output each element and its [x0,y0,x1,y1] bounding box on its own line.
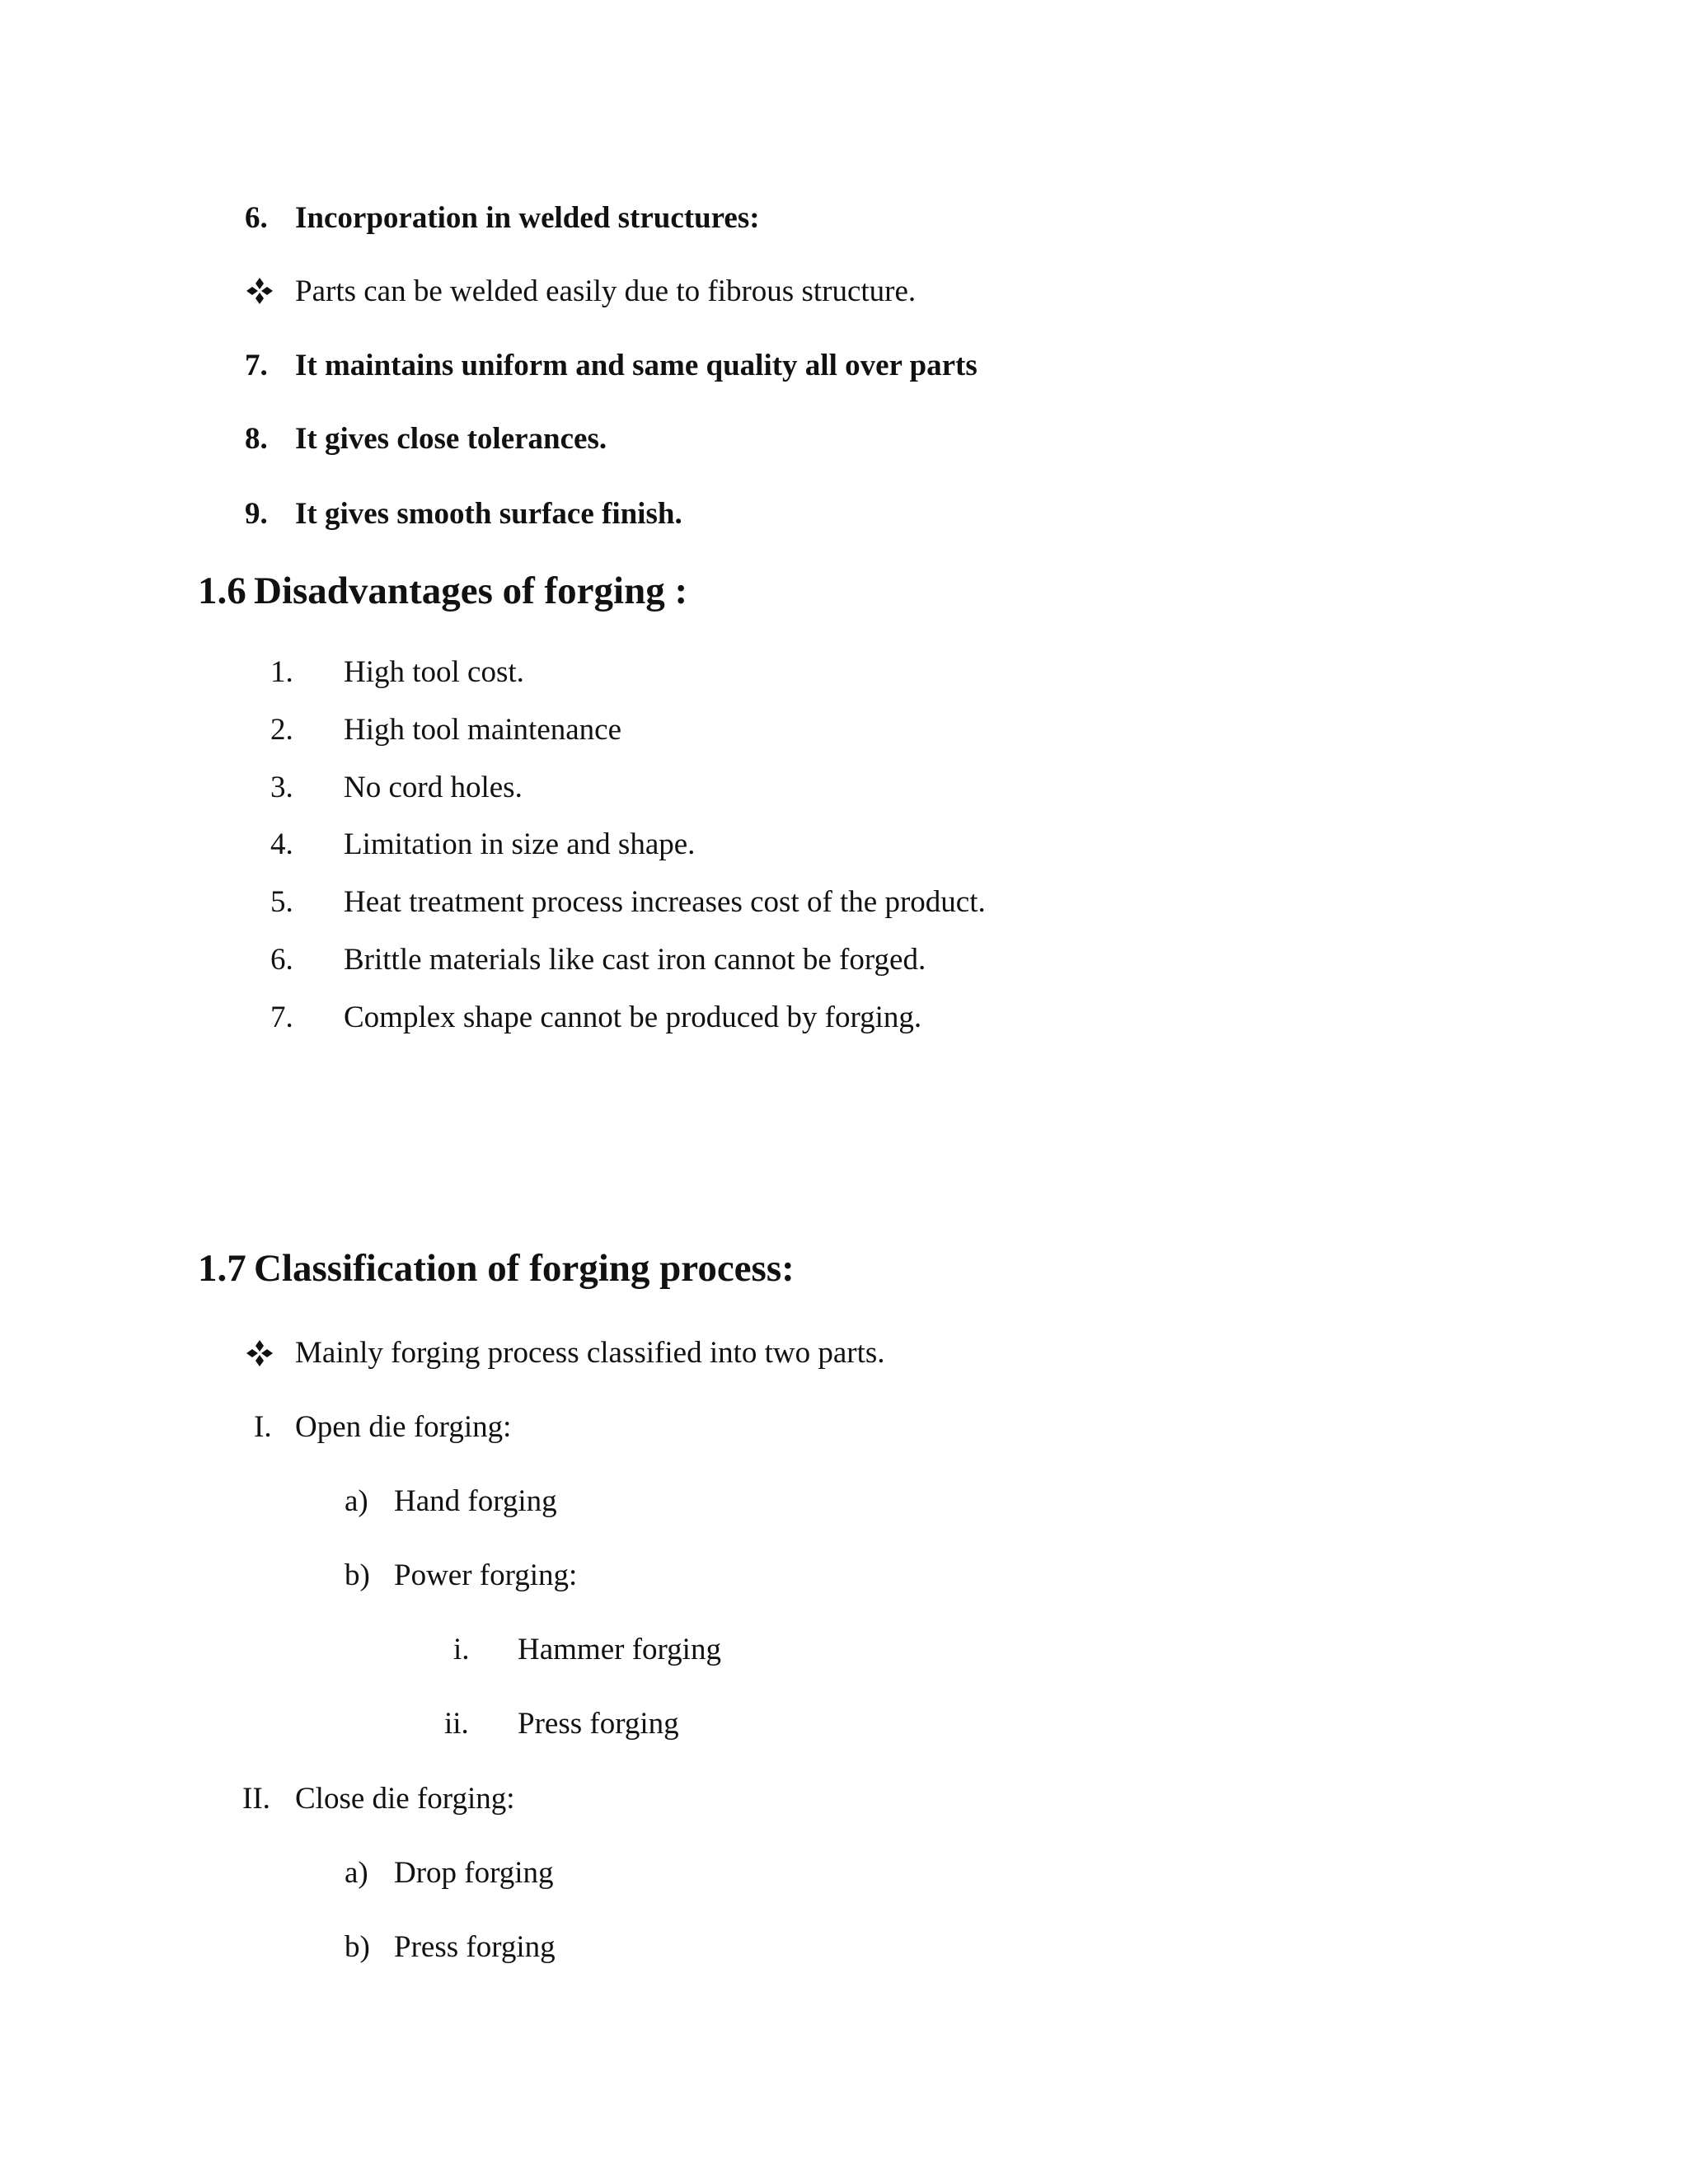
list-item: Hammer forging [518,1633,721,1666]
list-item: Open die forging: [295,1410,512,1444]
list-item: Complex shape cannot be produced by forging. [344,1001,922,1034]
list-item: Drop forging [394,1856,554,1890]
roman-numeral: I. [254,1410,272,1444]
list-item: Press forging [518,1707,679,1741]
list-letter: b) [345,1930,370,1964]
list-item-heading: It gives close tolerances. [295,422,607,456]
list-item: No cord holes. [344,771,523,804]
list-item-heading: It gives smooth surface finish. [295,497,682,531]
list-item-heading: It maintains uniform and same quality all over parts [295,349,978,382]
roman-numeral: i. [453,1633,470,1666]
list-number: 8. [245,422,268,456]
list-item: Power forging: [394,1558,578,1592]
list-number: 3. [270,771,293,804]
list-number: 2. [270,713,293,747]
list-number: 7. [245,349,268,382]
diamond-bullet-icon [246,1339,274,1367]
section-heading: Classification of forging process: [254,1247,795,1290]
list-number: 7. [270,1001,293,1034]
section-number: 1.6 [198,569,246,612]
list-letter: a) [345,1484,368,1518]
list-item: Limitation in size and shape. [344,827,696,861]
bullet-text: Parts can be welded easily due to fibrous structure. [295,274,917,308]
list-number: 1. [270,655,293,689]
section-heading: Disadvantages of forging : [254,569,688,612]
list-number: 5. [270,885,293,919]
list-letter: a) [345,1856,368,1890]
list-item: Hand forging [394,1484,557,1518]
list-item: High tool maintenance [344,713,622,747]
list-item-heading: Incorporation in welded structures: [295,201,760,235]
roman-numeral: II. [242,1782,270,1816]
list-item: Close die forging: [295,1782,515,1816]
roman-numeral: ii. [444,1707,469,1741]
section-number: 1.7 [198,1247,246,1290]
list-number: 4. [270,827,293,861]
list-number: 9. [245,497,268,531]
list-item: Brittle materials like cast iron cannot be forged. [344,943,926,977]
list-number: 6. [270,943,293,977]
list-letter: b) [345,1558,370,1592]
list-number: 6. [245,201,268,235]
list-item: Press forging [394,1930,556,1964]
list-item: High tool cost. [344,655,524,689]
diamond-bullet-icon [246,277,274,305]
list-item: Heat treatment process increases cost of the product. [344,885,986,919]
bullet-text: Mainly forging process classified into two parts. [295,1336,885,1370]
